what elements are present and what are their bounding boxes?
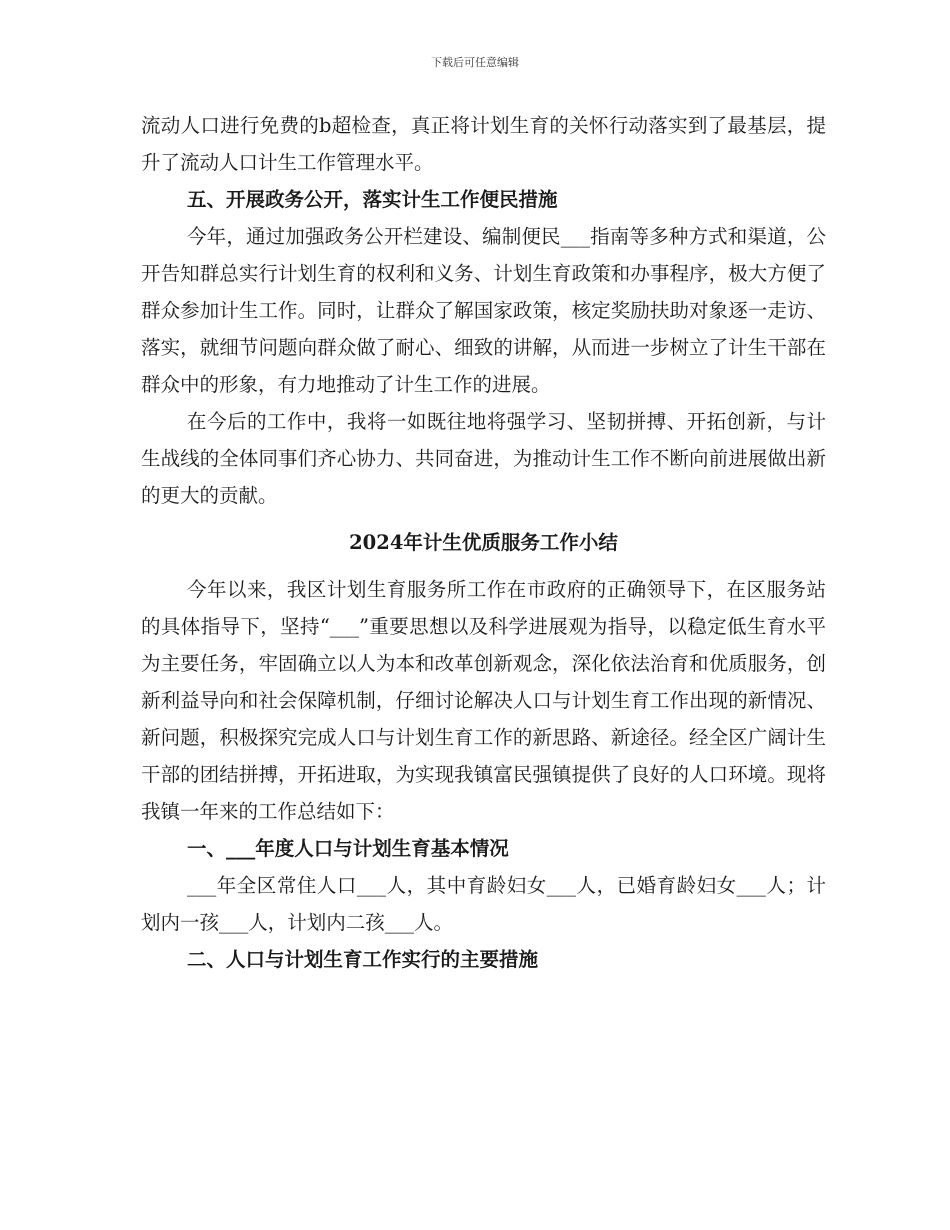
paragraph-future-work: 在今后的工作中，我将一如既往地将强学习、坚韧拼搏、开拓创新，与计生战线的全体同事们齐心协力、共同奋进，为推动计生工作不断向前进展做出新的更大的贡献。 [141, 410, 826, 507]
section-heading-5: 五、开展政务公开，落实计生工作便民措施 [187, 188, 558, 211]
paragraph-floating-population: 流动人口进行免费的b超检查，真正将计划生育的关怀行动落实到了最基层，提升了流动人口计生工作管理水平。 [141, 114, 826, 174]
section-heading-2: 二、人口与计划生育工作实行的主要措施 [187, 948, 539, 971]
paragraph-government-affairs: 今年，通过加强政务公开栏建设、编制便民___指南等多种方式和渠道，公开告知群总实行计划生育的权利和义务、计划生育政策和办事程序，极大方便了群众参加计生工作。同时，让群众了解国家政策，核定奖励扶助对象逐一走访、落实，就细节问题向群众做了耐心、细致的讲解，从而进一步树立了计生干部在群众中的形象，有力地推动了计生工作的进展。 [141, 225, 826, 396]
paragraph-population-stats: ___年全区常住人口___人，其中育龄妇女___人，已婚育龄妇女___人；计划内一孩___人，计划内二孩___人。 [141, 874, 826, 934]
document-title: 2024年计生优质服务工作小结 [349, 531, 618, 554]
page-header: 下载后可任意编辑 [431, 56, 519, 69]
document-body [141, 107, 826, 978]
paragraph-introduction: 今年以来，我区计划生育服务所工作在市政府的正确领导下，在区服务站的具体指导下，坚持“___”重要思想以及科学进展观为指导，以稳定低生育水平为主要任务，牢固确立以人为本和改革创新观念，深化依法治育和优质服务，创新利益导向和社会保障机制，仔细讨论解决人口与计划生育工作出现的新情况、新问题，积极探究完成人口与计划生育工作的新思路、新途径。经全区广阔计生干部的团结拼搏，开拓进取，为实现我镇富民强镇提供了良好的人口环境。现将我镇一年来的工作总结如下： [141, 578, 826, 823]
section-heading-1: 一、___年度人口与计划生育基本情况 [187, 837, 509, 860]
